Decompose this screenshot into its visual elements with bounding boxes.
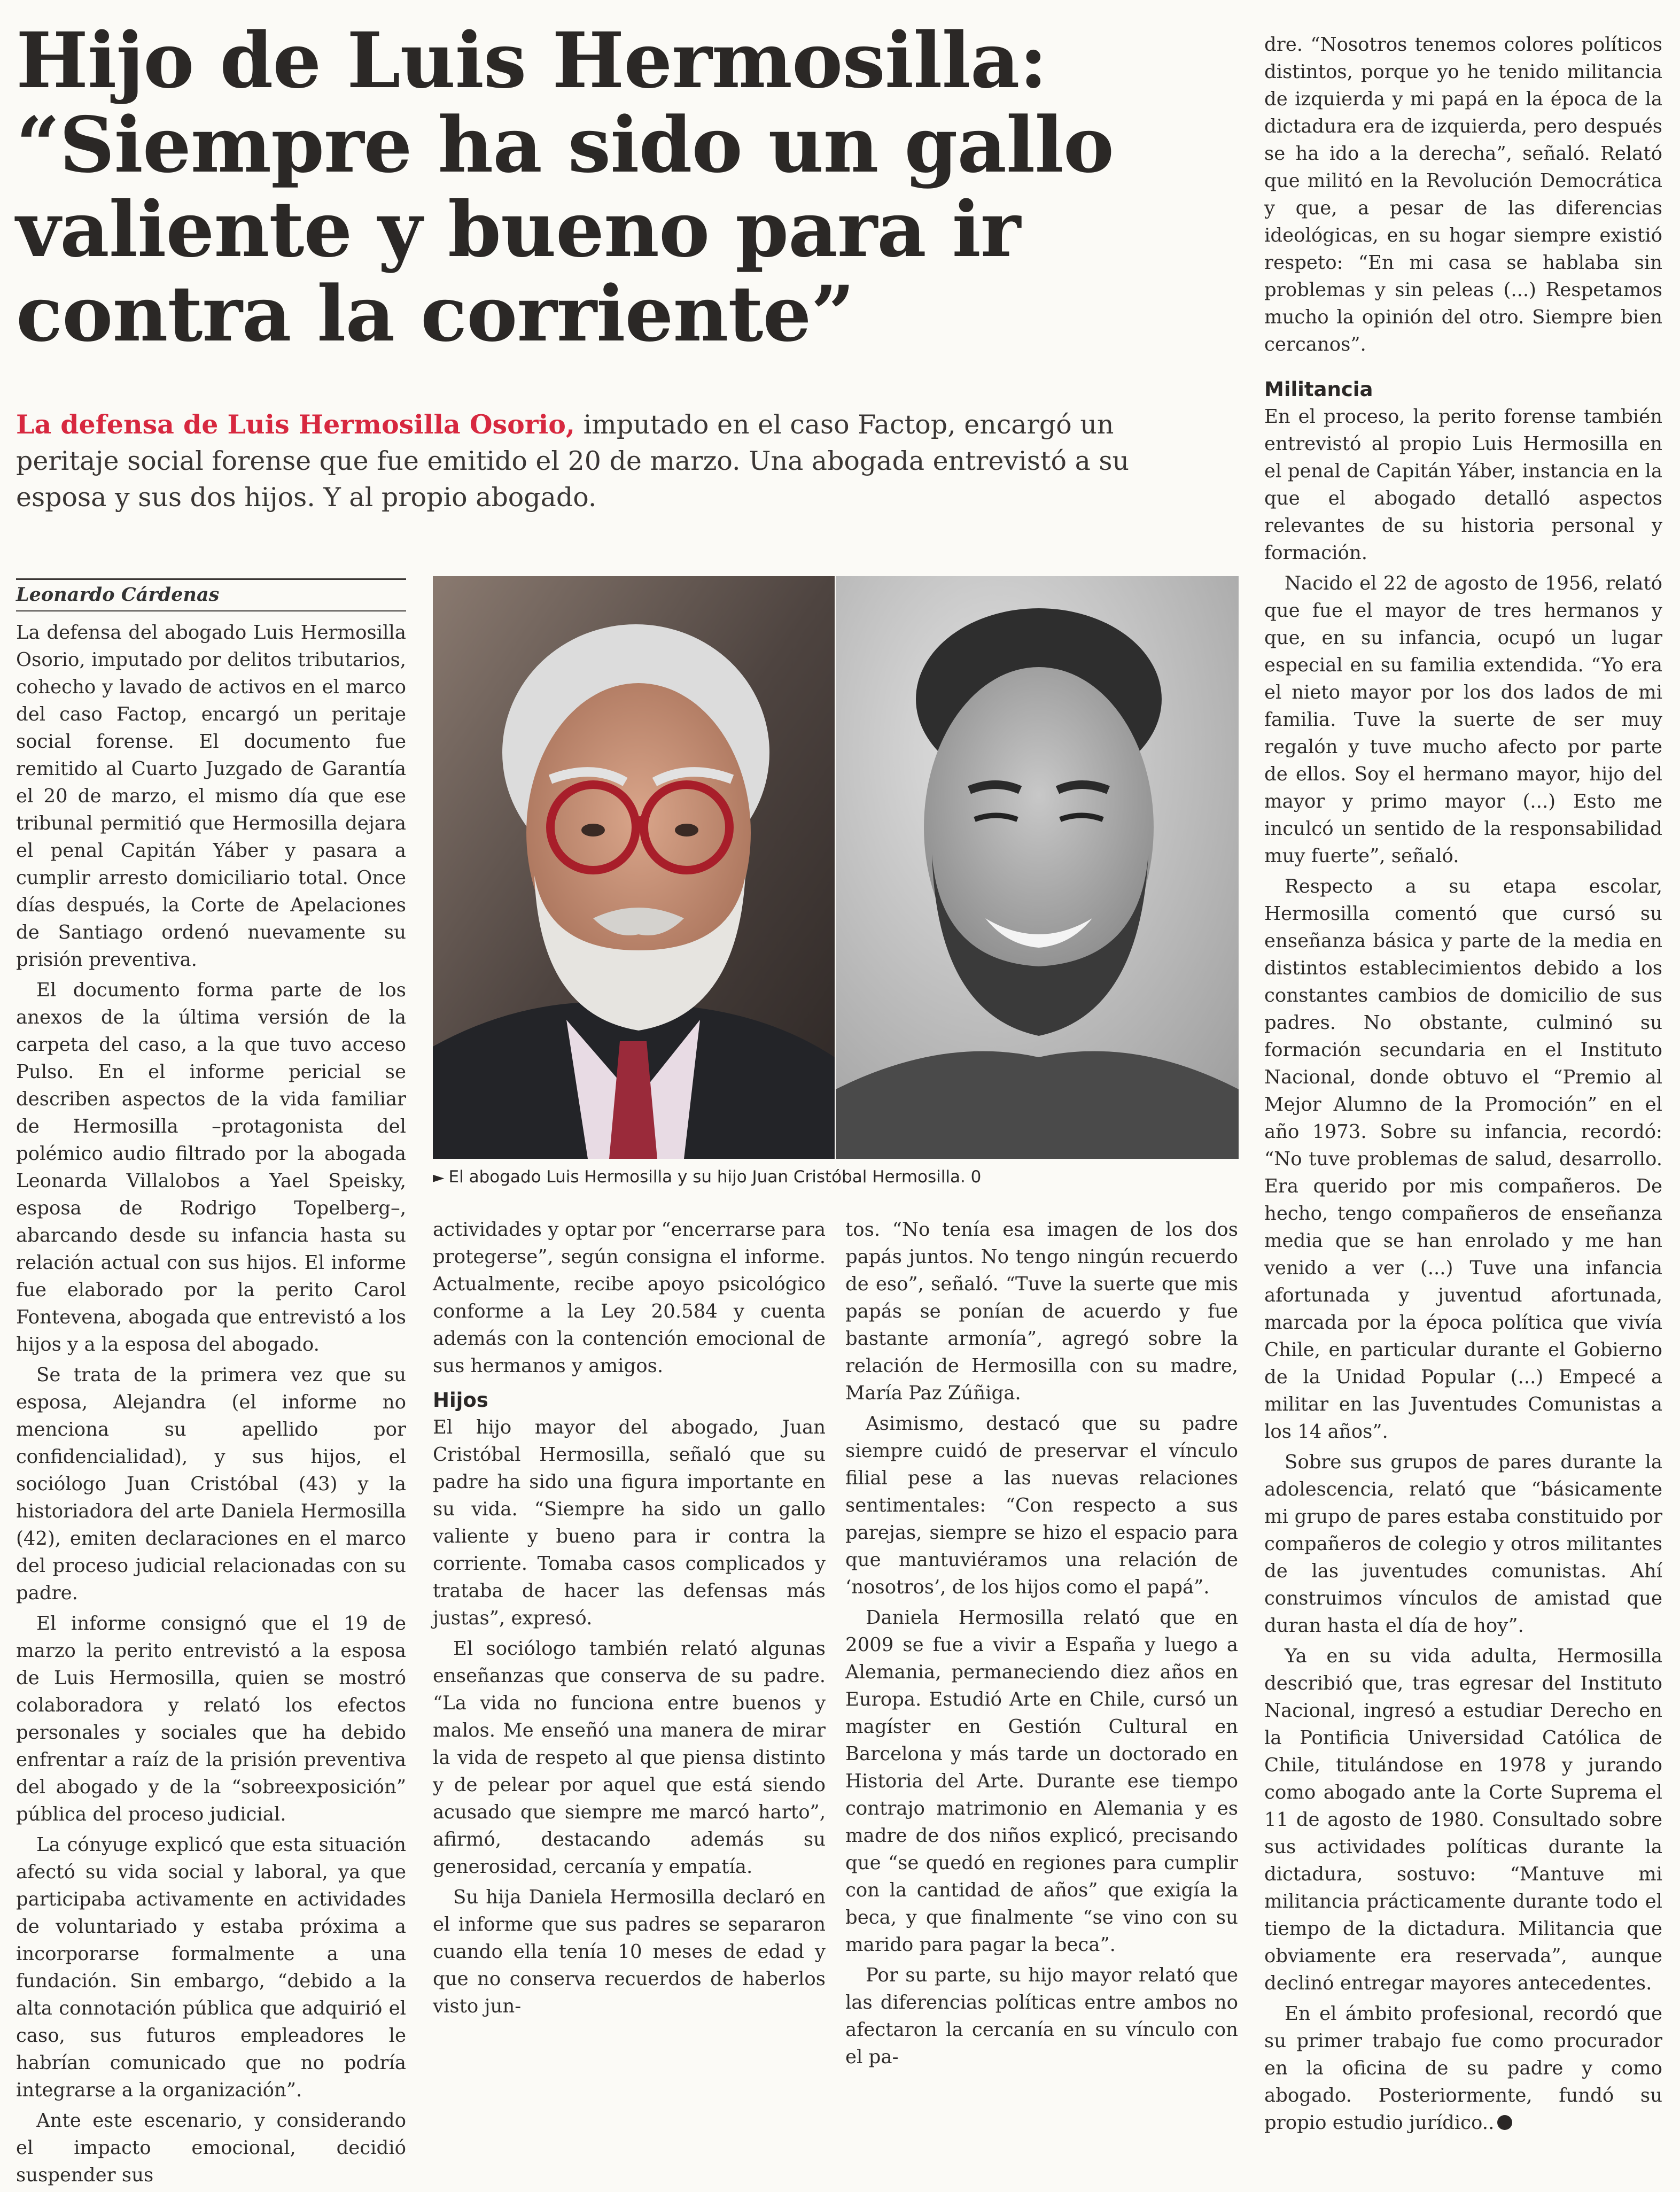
paragraph: El informe consignó que el 19 de marzo la perito entrevistó a la esposa de Luis Hermosilla, quien se mostró colaboradora y relató los efectos personales y sociales que ha debido enfrentar a raíz de la prisión preventiva del abogado y de la “sobreexposición” pública del proceso judicial. xyxy=(16,1613,406,1825)
deck-lead: La defensa de Luis Hermosilla Osorio, xyxy=(16,409,575,440)
deck xyxy=(16,406,1213,516)
caption-marker-icon: ► xyxy=(433,1168,445,1186)
paragraph-text: En el ámbito profesional, recordó que su primer trabajo fue como procurador en la oficina de su padre y como abogado. Posteriormente, fundó su propio estudio jurídico.. xyxy=(1264,2003,1662,2134)
paragraph-final xyxy=(1264,2000,1662,2136)
headline xyxy=(16,16,1224,359)
paragraph: Se trata de la primera vez que su esposa, Alejandra (el informe no menciona su apellido por confidencialidad), y sus hijos, el sociólogo Juan Cristóbal (43) y la historiadora del arte Daniela Hermosilla (42), emiten declaraciones en el marco del proceso judicial relacionadas con su padre. xyxy=(16,1364,406,1604)
paragraph: Respecto a su etapa escolar, Hermosilla comentó que cursó su enseñanza básica y parte de la media en distintos establecimientos debido a los constantes cambios de domicilio de sus padres. No obstante, culminó su formación secundaria en el Instituto Nacional, donde obtuvo el “Premio al Mejor Alumno de la Promoción” en el año 1973. Sobre su infancia, recordó: “No tuve problemas de salud, desarrollo. Era querido por mis compañeros. De hecho, tengo compañeros de enseñanza media que se han enrolado y me han venido a ver (...) Tuve una infancia afortunada y juventud afortunada, marcada por la época política que vivía Chile, en particular durante el Gobierno de la Unidad Popular (...) Empecé a militar en las Juventudes Comunistas a los 14 años”. xyxy=(1264,876,1662,1443)
body-column-1 xyxy=(16,619,406,2192)
paragraph: Ante este escenario, y considerando el impacto emocional, decidió suspender sus xyxy=(16,2110,406,2186)
paragraph: El hijo mayor del abogado, Juan Cristóbal Hermosilla, señaló que su padre ha sido una figura importante en su vida. “Siempre ha sido un gallo valiente y bueno para ir contra la corriente. Tomaba casos complicados y trataba de hacer las defensas más justas”, expresó. xyxy=(433,1416,826,1629)
paragraph: Por su parte, su hijo mayor relató que las diferencias políticas entre ambos no afectaron la cercanía en su vínculo con el pa- xyxy=(845,1964,1238,2068)
paragraph: La defensa del abogado Luis Hermosilla Osorio, imputado por delitos tributarios, cohecho y lavado de activos en el marco del caso Factop, encargó un peritaje social forense. El documento fue remitido al Cuarto Juzgado de Garantía el 20 de marzo, el mismo día que ese tribunal permitió que Hermosilla dejara el penal Capitán Yáber y pasara a cumplir arresto domiciliario total. Once días después, la Corte de Apelaciones de Santiago ordenó nuevamente su prisión preventiva. xyxy=(16,622,406,971)
byline: Leonardo Cárdenas xyxy=(16,584,220,606)
photo-juan-cristobal-hermosilla xyxy=(836,576,1239,1159)
caption-text: El abogado Luis Hermosilla y su hijo Juan Cristóbal Hermosilla. 0 xyxy=(448,1167,982,1187)
paragraph: En el proceso, la perito forense también entrevistó al propio Luis Hermosilla en el penal de Capitán Yáber, instancia en la que el abogado detalló aspectos relevantes de su historia personal y formación. xyxy=(1264,406,1662,564)
body-column-4 xyxy=(1264,31,1662,2140)
paragraph: Nacido el 22 de agosto de 1956, relató que fue el mayor de tres hermanos y que, en su infancia, ocupó un lugar especial en su familia extendida. “Yo era el nieto mayor por los dos lados de mi familia. Tuve la suerte de ser muy regalón y tuve mucho afecto por parte de ellos. Soy el hermano mayor, hijo del mayor y primo mayor (...) Esto me inculcó un sentido de la responsabilidad muy fuerte”, señaló. xyxy=(1264,572,1662,867)
portrait-illustration xyxy=(433,576,835,1159)
paragraph: dre. “Nosotros tenemos colores políticos distintos, porque yo he tenido militancia de izquierda y mi papá en la época de la dictadura era de izquierda, pero después se ha ido a la derecha”, señaló. Relató que militó en la Revolución Democrática y que, a pesar de las diferencias ideológicas, en su hogar siempre existió respeto: “En mi casa se hablaba sin problemas y sin peleas (...) Respetamos mucho la opinión del otro. Siempre bien cercanos”. xyxy=(1264,34,1662,355)
paragraph: Su hija Daniela Hermosilla declaró en el informe que sus padres se separaron cuando ella tenía 10 meses de edad y que no conserva recuerdos de haberlos visto jun- xyxy=(433,1886,826,2017)
body-column-2 xyxy=(433,1216,826,2023)
photo-luis-hermosilla xyxy=(433,576,835,1159)
headline-line: contra la corriente” xyxy=(16,269,854,359)
paragraph: Daniela Hermosilla relató que en 2009 se fue a vivir a España y luego a Alemania, permaneciendo diez años en Europa. Estudió Arte en Chile, cursó un magíster en Gestión Cultural en Barcelona y más tarde un doctorado en Historia del Arte. Durante ese tiempo contrajo matrimonio en Alemania y es madre de dos niños explicó, precisando que “se quedó en regiones para cumplir con la cantidad de años” que exigía la beca, y que finalmente “se vino con su marido para pagar la beca”. xyxy=(845,1607,1238,1956)
section-heading-militancia: Militancia xyxy=(1264,378,1373,401)
byline-rule-top xyxy=(16,578,406,580)
portrait-illustration xyxy=(836,576,1239,1159)
paragraph: El sociólogo también relató algunas enseñanzas que conserva de su padre. “La vida no funciona entre buenos y malos. Me enseñó una manera de mirar la vida de respeto al que piensa distinto y de pelear por aquel que está siendo acusado que siempre me marcó harto”, afirmó, destacando además su generosidad, cercanía y empatía. xyxy=(433,1638,826,1878)
paragraph: Ya en su vida adulta, Hermosilla describió que, tras egresar del Instituto Nacional, ingresó a estudiar Derecho en la Pontificia Universidad Católica de Chile, titulándose en 1978 y jurando como abogado ante la Corte Suprema el 11 de agosto de 1980. Consultado sobre sus actividades políticas durante la dictadura, sostuvo: “Mantuve mi militancia prácticamente durante todo el tiempo de la dictadura. Militancia que obviamente era reservada”, aunque declinó entregar mayores antecedentes. xyxy=(1264,1645,1662,1994)
paragraph: El documento forma parte de los anexos de la última versión de la carpeta del caso, a la que tuvo acceso Pulso. En el informe pericial se describen aspectos de la vida familiar de Hermosilla –protagonista del polémico audio filtrado por la abogada Leonarda Villalobos a Yael Speisky, esposa de Rodrigo Topelberg–, abarcando desde su infancia hasta su relación actual con sus hijos. El informe fue elaborado por la perito Carol Fontevena, abogada que entrevistó a los hijos y a la esposa del abogado. xyxy=(16,979,406,1356)
paragraph: tos. “No tenía esa imagen de los dos papás juntos. No tengo ningún recuerdo de eso”, señaló. “Tuve la suerte que mis papás se ponían de acuerdo y fue bastante armonía”, agregó sobre la relación de Hermosilla con su madre, María Paz Zúñiga. xyxy=(845,1219,1238,1404)
paragraph: Asimismo, destacó que su padre siempre cuidó de preservar el vínculo filial pese a las nuevas relaciones sentimentales: “Con respecto a sus parejas, siempre se hizo el espacio para que mantuviéramos una relación de ‘nosotros’, de los hijos como el papá”. xyxy=(845,1413,1238,1598)
paragraph: Sobre sus grupos de pares durante la adolescencia, relató que “básicamente mi grupo de pares estaba constituido por compañeros de colegio y otros militantes de las juventudes comunistas. Ahí construimos vínculos de amistad que duran hasta el día de hoy”. xyxy=(1264,1451,1662,1637)
deck-rest: imputado en el caso Factop, encargó un peritaje social forense que fue emitido el 20 de marzo. Una abogada entrevistó a su esposa y sus dos hijos. Y al propio abogado. xyxy=(16,409,1130,513)
section-heading-hijos: Hijos xyxy=(433,1389,488,1412)
headline-line: valiente y bueno para ir xyxy=(16,184,1021,274)
paragraph: La cónyuge explicó que esta situación afectó su vida social y laboral, ya que participaba activamente en actividades de voluntariado y estaba próxima a incorporarse formalmente a una fundación. Sin embargo, “debido a la alta connotación pública que adquirió el caso, sus futuros empleadores le habrían comunicado que no podría integrarse a la organización”. xyxy=(16,1834,406,2101)
byline-rule-bottom xyxy=(16,610,406,611)
paragraph: actividades y optar por “encerrarse para protegerse”, según consigna el informe. Actualmente, recibe apoyo psicológico conforme a la Ley 20.584 y cuenta además con la contención emocional de sus hermanos y amigos. xyxy=(433,1219,826,1377)
headline-line: “Siempre ha sido un gallo xyxy=(16,100,1114,190)
photo-caption xyxy=(433,1165,1239,1189)
body-column-3 xyxy=(845,1216,1238,2074)
end-mark-icon xyxy=(1497,2115,1512,2130)
headline-line: Hijo de Luis Hermosilla: xyxy=(16,16,1047,105)
